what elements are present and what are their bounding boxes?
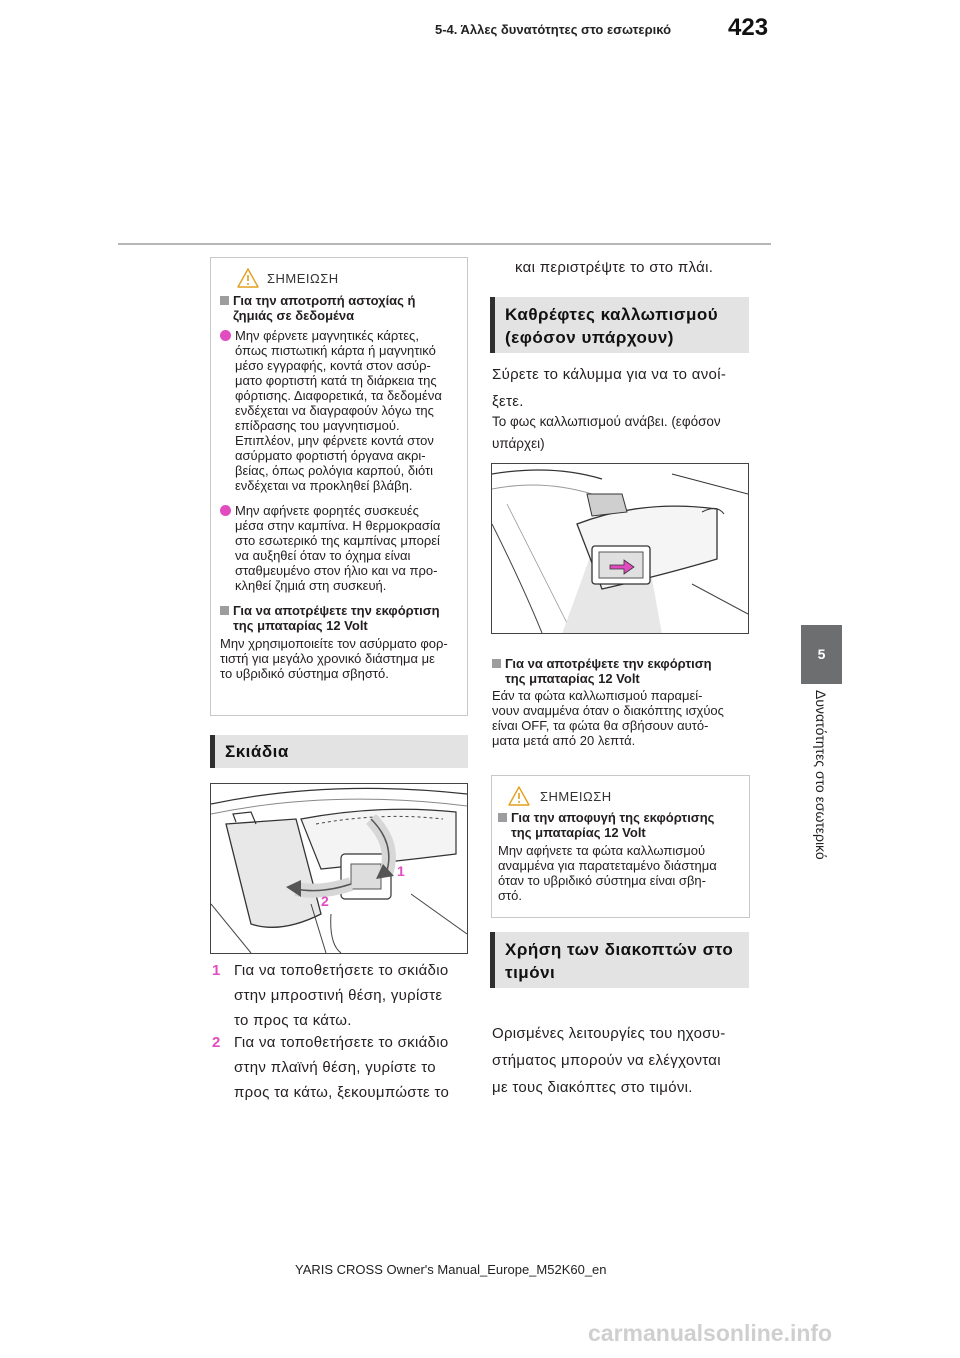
line: όπως πιστωτική κάρτα ή μαγνητικό	[235, 343, 436, 358]
note-header	[211, 258, 467, 296]
heading-text: τιμόνι	[505, 963, 556, 982]
step-number: 2	[212, 1034, 221, 1051]
line: Μην φέρνετε μαγνητικές κάρτες,	[235, 328, 419, 343]
line: Επιπλέον, μην φέρνετε κοντά στον	[235, 433, 434, 448]
line: με τους διακόπτες στο τιμόνι.	[492, 1079, 693, 1096]
header-divider	[118, 243, 771, 245]
line: το προς τα κάτω.	[234, 1012, 352, 1029]
vanity-mirror-drawing	[492, 464, 748, 633]
footer-text: YARIS CROSS Owner's Manual_Europe_M52K60_en	[295, 1262, 607, 1277]
heading-text: Καθρέφτες καλλωπισμού	[505, 305, 719, 324]
callout-2: 2	[321, 893, 329, 909]
line: προς τα κάτω, ξεκουμπώστε το	[234, 1084, 450, 1101]
line: μέσα στην καμπίνα. Η θερμοκρασία	[235, 518, 441, 533]
note-subheading-line: Για την αποτροπή αστοχίας ή	[233, 293, 416, 308]
note-subheading	[220, 603, 465, 633]
section-heading-sun-visors	[210, 735, 468, 768]
line: τιστή για μεγάλο χρονικό διάστημα με	[220, 651, 435, 666]
heading-text: (εφόσον υπάρχουν)	[505, 328, 674, 347]
note-label: ΣΗΜΕΙΩΣΗ	[267, 271, 339, 286]
line: ξετε.	[492, 393, 524, 410]
line: σταθμευμένο στον ήλιο και να προ-	[235, 563, 438, 578]
line: Σύρετε το κάλυμμα για να το ανοί-	[492, 366, 727, 383]
heading-text: Σκιάδια	[225, 742, 289, 761]
line: νουν αναμμένα όταν ο διακόπτης ισχύος	[492, 703, 724, 718]
line: ενδέχεται να προκληθεί βλάβη.	[235, 478, 413, 493]
step-1	[212, 958, 474, 1033]
line: να αυξηθεί όταν το όχημα είναι	[235, 548, 411, 563]
step-2	[212, 1030, 474, 1105]
subheading-line: Για να αποτρέψετε την εκφόρτιση	[505, 656, 712, 671]
note-subheading	[220, 293, 465, 323]
line: το υβριδικό σύστημα σβηστό.	[220, 666, 389, 681]
section-heading-vanity-mirrors	[490, 297, 749, 353]
section-heading-steering-switches	[490, 932, 749, 988]
heading-text: Χρήση των διακοπτών στο	[505, 940, 734, 959]
step-number: 1	[212, 962, 221, 979]
note-bullet-portable-devices	[220, 503, 465, 593]
vanity-light-note	[492, 411, 752, 455]
line: Ορισμένες λειτουργίες του ηχοσυ-	[492, 1025, 726, 1042]
line: Το φως καλλωπισμού ανάβει. (εφόσον	[492, 414, 721, 429]
line: ενδέχεται να διαγραφούν λόγω της	[235, 403, 434, 418]
step-text	[234, 1030, 474, 1105]
note-text	[220, 636, 465, 681]
line: φόρτισης. Διαφορετικά, τα δεδομένα	[235, 388, 442, 403]
note-subheading-line: ζημιάς σε δεδομένα	[233, 308, 355, 323]
step-text	[234, 958, 474, 1033]
line: Μην αφήνετε φορητές συσκευές	[235, 503, 419, 518]
callout-1: 1	[397, 863, 405, 879]
note-subheading-line: Για την αποφυγή της εκφόρτισης	[511, 810, 715, 825]
page-number: 423	[728, 14, 769, 41]
line: επίδρασης του μαγνητισμού.	[235, 418, 400, 433]
line: κληθεί ζημιά στη συσκευή.	[235, 578, 387, 593]
note-box-battery	[491, 775, 750, 918]
line: όταν το υβριδικό σύστημα είναι σβη-	[498, 873, 706, 888]
subheading-text	[492, 688, 754, 748]
note-subheading-line: Για να αποτρέψετε την εκφόρτιση	[233, 603, 440, 618]
note-label: ΣΗΜΕΙΩΣΗ	[540, 789, 612, 804]
line: Μην χρησιμοποιείτε τον ασύρματο φορ-	[220, 636, 448, 651]
subheading	[492, 656, 754, 686]
note-text	[498, 843, 748, 903]
sun-visor-illustration	[210, 783, 468, 954]
step-2-continuation: και περιστρέψτε το στο πλάι.	[515, 259, 714, 276]
chapter-label: Δυνατότητες στο εσωτερικό	[813, 690, 829, 860]
line: Για να τοποθετήσετε το σκιάδιο	[234, 1034, 449, 1051]
line: στο εσωτερικό της καμπίνας μπορεί	[235, 533, 440, 548]
line: ματο φορτιστή κατά τη διάρκεια της	[235, 373, 437, 388]
line: αναμμένα για παρατεταμένο διάστημα	[498, 858, 717, 873]
line: Εάν τα φώτα καλλωπισμού παραμεί-	[492, 688, 703, 703]
vanity-battery-info	[492, 656, 754, 748]
warning-icon	[508, 786, 530, 806]
line: ματα μετά από 20 λεπτά.	[492, 733, 636, 748]
line: στήματος μπορούν να ελέγχονται	[492, 1052, 721, 1069]
section-title: 5-4. Άλλες δυνατότητες στο εσωτερικό	[435, 22, 672, 37]
line: στην μπροστινή θέση, γυρίστε	[234, 987, 443, 1004]
chapter-tab: 5	[801, 625, 842, 684]
note-header	[492, 776, 749, 814]
vanity-mirror-illustration	[491, 463, 749, 634]
steering-text	[492, 1020, 754, 1101]
sun-visor-drawing	[211, 784, 467, 953]
subheading-line: της μπαταρίας 12 Volt	[505, 671, 640, 686]
note-bullet-magnetic-cards	[220, 328, 465, 493]
line: στην πλαϊνή θέση, γυρίστε το	[234, 1059, 436, 1076]
line: Για να τοποθετήσετε το σκιάδιο	[234, 962, 449, 979]
line: μέσο εγγραφής, κοντά στον ασύρ-	[235, 358, 431, 373]
line: είναι OFF, τα φώτα θα σβήσουν αυτό-	[492, 718, 709, 733]
note-subheading-line: της μπαταρίας 12 Volt	[233, 618, 368, 633]
note-box-data-protection	[210, 257, 468, 716]
line: στό.	[498, 888, 523, 903]
line: ασύρματο φορτιστή όργανα ακρι-	[235, 448, 426, 463]
line: βείας, όπως ρολόγια καρπού, διότι	[235, 463, 434, 478]
warning-icon	[237, 268, 259, 288]
line: υπάρχει)	[492, 436, 545, 451]
vanity-instruction	[492, 361, 752, 415]
note-subheading-line: της μπαταρίας 12 Volt	[511, 825, 646, 840]
line: Μην αφήνετε τα φώτα καλλωπισμού	[498, 843, 706, 858]
note-subheading	[498, 810, 748, 840]
watermark: carmanualsonline.info	[588, 1320, 833, 1346]
